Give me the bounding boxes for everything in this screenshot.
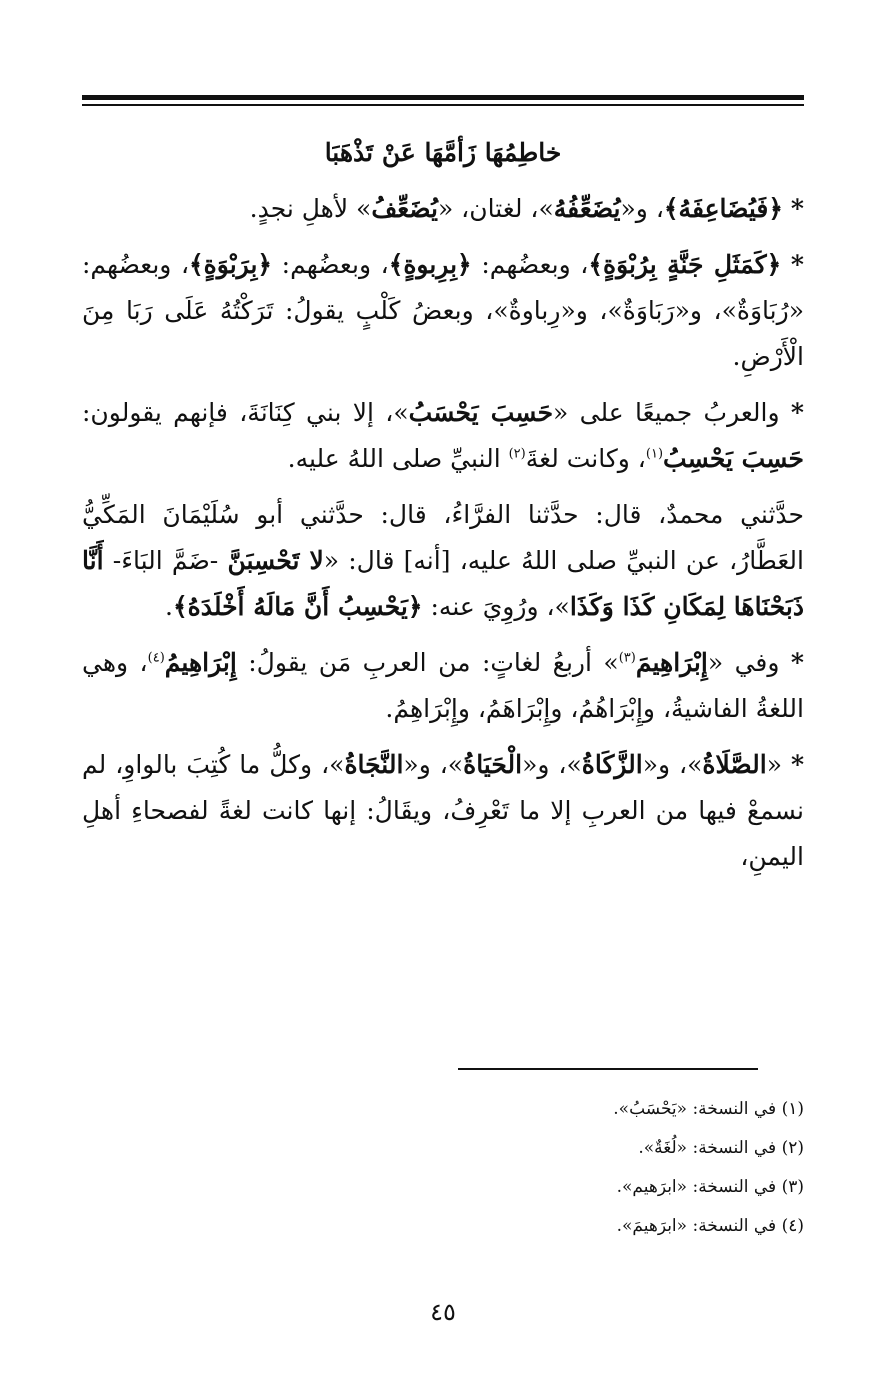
paragraph-1: [82, 186, 804, 232]
highlight-word: يُضَعِّفُهُ: [553, 194, 621, 223]
highlight-word: لا تَحْسِبَنَّ: [227, 546, 324, 575]
star-bullet: *: [790, 398, 804, 427]
footnote-1: (١) في النسخة: «يَحْسَبُ».: [613, 1099, 804, 1119]
text-run: ، وبعضُهم:: [272, 250, 389, 279]
text-run: ، وهي اللغةُ الفاشيةُ، وإِبْرَاهُمُ، وإِبْرَاهَمُ، وإِبْرَاهِمُ.: [82, 648, 804, 723]
highlight-word: إِبْرَاهِيمُ: [164, 648, 237, 677]
highlight-word: يُضَعِّفُ: [371, 194, 438, 223]
text-run: حدَّثني محمدٌ، قال: حدَّثنا الفرَّاءُ، قال: حدَّثني أبو سُلَيْمَانَ المَكِّيُّ العَطَّارُ، عن النبيِّ صلى اللهُ عليه، [أنه] قال: «: [82, 500, 804, 575]
footnote-3: (٣) في النسخة: «ابرَهيم».: [616, 1177, 804, 1197]
quran-word: ﴿بِرَبْوَةٍ﴾: [189, 250, 273, 279]
star-bullet: *: [790, 250, 804, 279]
page-number: ٤٥: [430, 1298, 456, 1326]
quran-word: ﴿كَمَثَلِ جَنَّةٍ بِرُبْوَةٍ﴾: [588, 250, 782, 279]
quran-word: ﴿بِرِبوةٍ﴾: [388, 250, 472, 279]
text-run: -ضَمَّ البَاءَ-: [103, 546, 228, 575]
highlight-word: إِبْرَاهِيمَ: [635, 648, 708, 677]
text-run: والعربُ جميعًا على «: [553, 398, 780, 427]
quran-word: ﴿فَيُضَاعِفَهُ﴾: [663, 194, 783, 223]
highlight-word: الزَّكَاةُ: [581, 750, 643, 779]
quran-word: ﴿يَحْسِبُ أَنَّ مَالَهُ أَخْلَدَهُ﴾: [172, 592, 423, 621]
text-run: »، و«: [403, 750, 464, 779]
footnote-ref[interactable]: (٤): [147, 650, 165, 666]
footnotes: [82, 1090, 804, 1246]
star-bullet: *: [790, 194, 804, 223]
footnote-2: (٢) في النسخة: «لُغَةٌ».: [638, 1138, 804, 1158]
text-run: ، وبعضُهم: «رُبَاوَةٌ»، و«رَبَاوَةٌ»، و«رِباوةٌ»، وبعضُ كَلْبٍ يقولُ: تَرَكْتُهُ عَلَى رَبَا مِنَ الْأَرْضِ.: [82, 250, 804, 371]
header-rule-thick: [82, 95, 804, 100]
text-run: ، و«: [620, 194, 664, 223]
paragraph-6: [82, 742, 804, 880]
star-bullet: *: [790, 750, 805, 779]
highlight-word: أَنَّا ذَبَحْنَاهَا لِمَكَانِ كَذَا وَكَذَا: [82, 546, 804, 621]
paragraph-4: [82, 492, 804, 630]
footnote-ref[interactable]: (٣): [618, 650, 636, 666]
text-run: النبيِّ صلى اللهُ عليه.: [287, 444, 509, 473]
highlight-word: حَسِبَ يَحْسِبُ: [663, 444, 804, 473]
highlight-word: الصَّلَاةُ: [702, 750, 767, 779]
text-run: «: [766, 750, 782, 779]
text-run: ، وكانت لغةَ: [525, 444, 646, 473]
paragraph-2: [82, 242, 804, 380]
footnote-separator: [458, 1068, 758, 1070]
highlight-word: الْحَيَاةُ: [463, 750, 523, 779]
text-run: وفي «: [707, 648, 780, 677]
header-rule-thin: [82, 104, 804, 106]
text-run: »، و«: [642, 750, 703, 779]
footnote-ref[interactable]: (١): [645, 446, 664, 462]
footnote-ref[interactable]: (٢): [508, 446, 526, 462]
text-run: »، و«: [522, 750, 582, 779]
paragraph-3: [82, 390, 804, 482]
text-run: »، وكلُّ ما كُتِبَ بالواوِ، لم نسمعْ فيها من العربِ إلا ما تَعْرِفُ، ويقَالُ: إنها كانت لغةً لفصحاءِ أهلِ اليمنِ،: [82, 750, 804, 871]
text-run: »، ورُوِيَ عنه:: [422, 592, 570, 621]
verse-line: خاطِمُهَا زَأمَّهَا عَنْ تَذْهَبَا: [324, 138, 562, 167]
text-run: ، وبعضُهم:: [471, 250, 589, 279]
paragraph-5: [82, 640, 804, 732]
text-run: .: [165, 592, 173, 621]
star-bullet: *: [790, 648, 804, 677]
text-run: » أربعُ لغاتٍ: من العربِ مَن يقولُ:: [236, 648, 619, 677]
footnote-4: (٤) في النسخة: «ابرَهيمَ».: [616, 1216, 804, 1236]
main-text: [82, 130, 804, 890]
highlight-word: النَّجَاةُ: [344, 750, 404, 779]
highlight-word: حَسِبَ يَحْسَبُ: [408, 398, 554, 427]
text-run: » لأهلِ نجدٍ.: [249, 194, 372, 223]
text-run: »، لغتان، «: [437, 194, 554, 223]
text-run: »، إلا بني كِنَانَةَ، فإنهم يقولون:: [82, 398, 409, 427]
